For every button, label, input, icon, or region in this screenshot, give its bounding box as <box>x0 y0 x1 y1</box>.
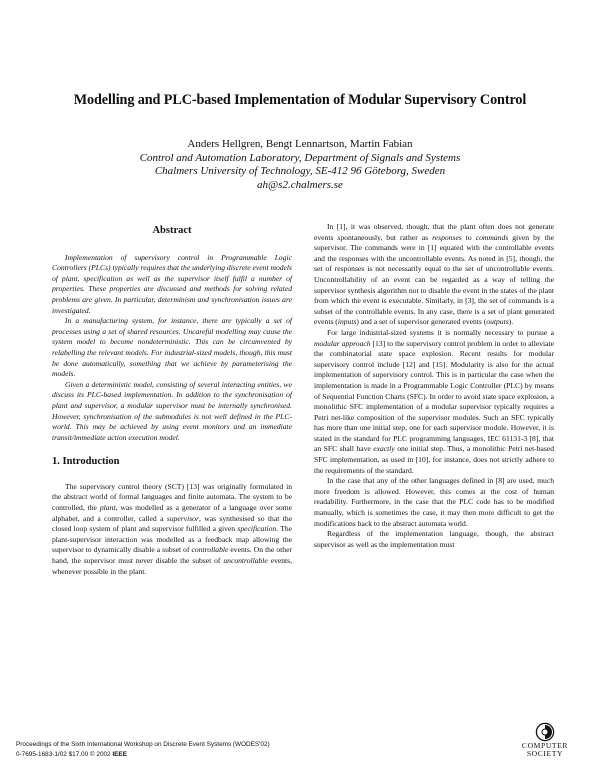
footer-copyright: 0-7695-1683-1/02 $17.00 © 2002 IEEE <box>16 751 127 758</box>
abstract-paragraph: In a manufacturing system, for instance, there are typically a set of processes using a set of shared resources. Uncareful modelling may cause the system model to become nondeterministic. This can be circumvented by relabelling the relevant models. For industrial-sized models, though, this must be done automatically, something that we achieve by parameterising the models. <box>52 316 292 379</box>
left-column <box>52 222 292 577</box>
abstract-paragraph: Given a deterministic model, consisting of several interacting entities, we discuss its PLC-based implementation. In addition to the synchronisation of plant and supervisor, a modular supervisor must be internally synchronised. However, synchronisation of the submodules is not well defined in the PLC-world. This may be achieved by using event monitors and an immediate transit/immediate action execution model. <box>52 379 292 442</box>
author-email[interactable]: ah@s2.chalmers.se <box>257 178 343 191</box>
affiliation-university: Chalmers University of Technology, SE-412 96 Göteborg, Sweden <box>154 165 446 177</box>
paper-title: Modelling and PLC-based Implementation of Modular Supervisory Control <box>73 92 527 108</box>
computer-society-logo <box>513 722 577 758</box>
abstract-heading: Abstract <box>152 225 192 236</box>
logo-text-computer: COMPUTER <box>521 741 569 750</box>
abstract-body <box>52 253 292 444</box>
body-paragraph: In [1], it was observed, though, that the plant often does not generate events spontaneously, but rather as responses to commands given by the supervisor. The commands were in [1] equated with the controllable events and the responses with the uncontrollable events. As noted in [5], though, the set of responses is not necessarily equal to the set of uncontrollable events. Uncontrollability of an event can be regarded as a way of telling the supervisor synthesis algorithm not to disable the event in the states of the plant from which the event is executable. Similarly, in [3], the set of commands is a subset of the controllable events. In any case, there is a set of plant generated events (inputs) and a set of supervisor generated events (outputs). <box>314 222 555 327</box>
author-names: Anders Hellgren, Bengt Lennartson, Martin Fabian <box>187 138 413 150</box>
computer-society-icon <box>535 722 555 742</box>
right-column <box>314 222 554 550</box>
footer-proceedings: Proceedings of the Sixth International Workshop on Discrete Event Systems (WODES'02) <box>16 741 270 748</box>
author-block <box>60 138 540 192</box>
body-paragraph: Regardless of the implementation language, though, the abstract supervisor as well as the implementation must <box>314 529 554 549</box>
abstract-paragraph: Implementation of supervisory control in Programmable Logic Controllers (PLCs) typically requires that the underlying discrete event models of plant, specification as well as the supervisor itself fulfil a number of properties. These properties are discussed and methods for solving related problems are given. In particular, determinism and synchronisation issues are investigated. <box>52 252 292 315</box>
page-footer <box>16 740 270 760</box>
body-paragraph: For large industrial-sized systems it is normally necessary to pursue a modular approach [13] to the supervisory control problem in order to alleviate the combinatorial state space explosion. Recent results for modular supervisory control include [12] and [15]. Modularity is also for the actual implementation of supervisory control. This is in particular the case when the implementation is made in a Programmable Logic Controller (PLC) by means of Sequential Function Charts (SFC). In order to avoid state space explosion, a monolithic SFC implementation of a modular supervisor typically requires a Petri net-like composition of the supervisor modules. Such an SFC typically has more than one initial step, one for each supervisor module. However, it is stated in the standard for PLC programming languages, IEC 61131-3 [8], that an SFC shall have exactly one initial step. Thus, a monolithic Petri net-based SFC implementation, as used in [10], for instance, does not strictly adhere to the requirements of the standard. <box>314 327 554 475</box>
intro-paragraph: The supervisory control theory (SCT) [13] was originally formulated in the abstract world of formal languages and finite automata. The system to be controlled, the plant, was modelled as a generator of a language over some alphabet, and a controller, called a supervisor, was synthesised so that the closed loop system of plant and supervisor fulfilled a given specification. The plant-supervisor interaction was modelled as a feedback map allowing the supervisor to dynamically disable a subset of controllable events. On the other hand, the supervisor must never disable the subset of uncontrollable events, whenever possible in the plant. <box>52 481 292 576</box>
body-paragraph: In the case that any of the other languages defined in [8] are used, much more freedom is allowed. However, this comes at the cost of human readability. Furthermore, in the case that the PLC code has to be modified manually, which is sometimes the case, it may then more difficult to get the modifications back to the abstract automata world. <box>314 476 554 528</box>
logo-text-society: SOCIETY <box>526 749 564 758</box>
affiliation-lab: Control and Automation Laboratory, Department of Signals and Systems <box>139 151 461 164</box>
introduction-heading: 1. Introduction <box>52 456 120 468</box>
